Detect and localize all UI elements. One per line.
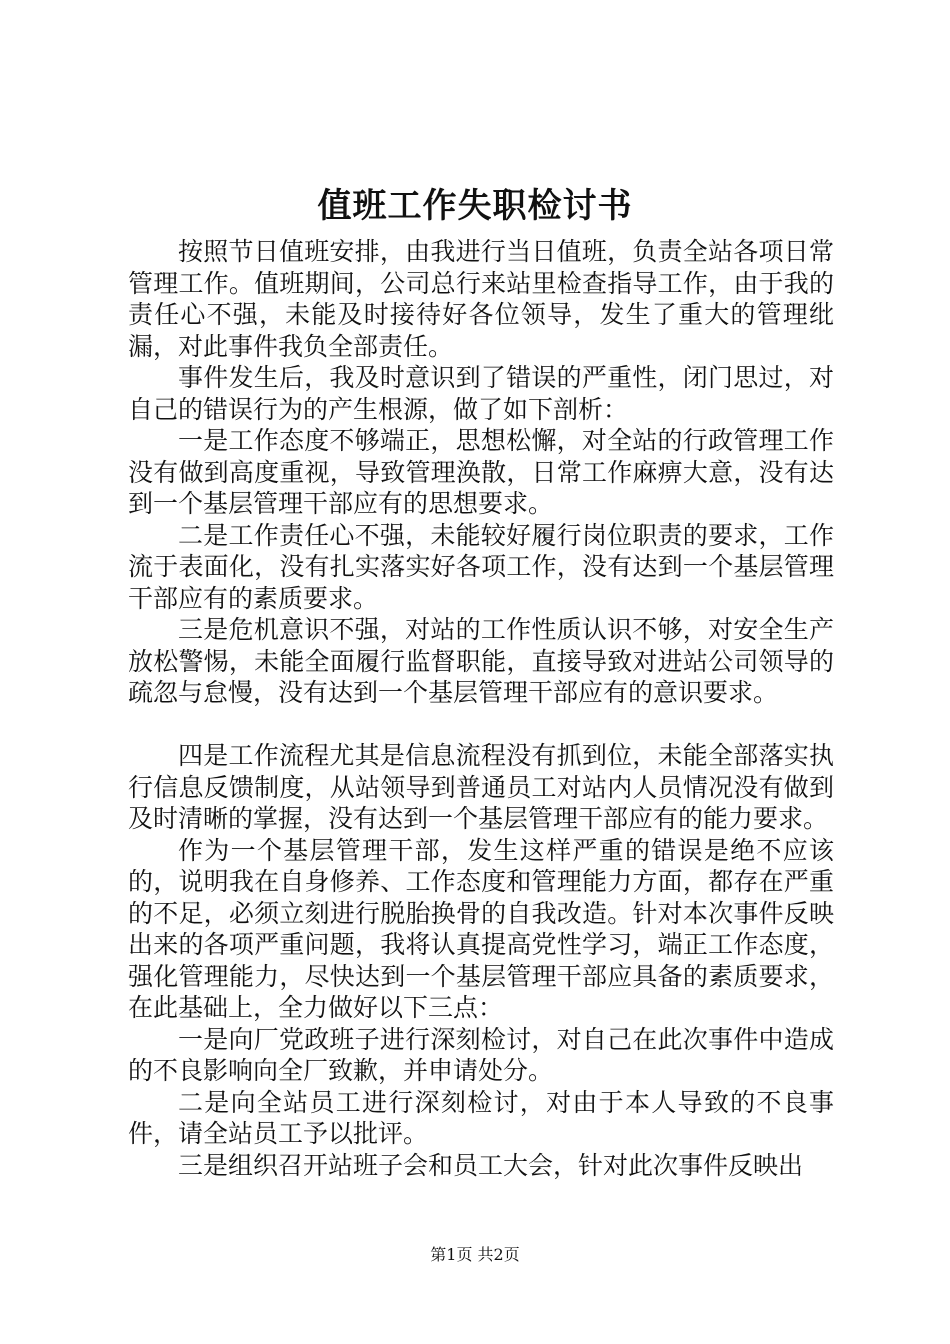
paragraph-7: 作为一个基层管理干部，发生这样严重的错误是绝不应该的，说明我在自身修养、工作态度和管理能力方面，都存在严重的不足，必须立刻进行脱胎换骨的自我改造。针对本次事件反映出来的各项严重问题，我将认真提高党性学习，端正工作态度，强化管理能力，尽快达到一个基层管理干部应具备的素质要求，在此基础上，全力做好以下三点： xyxy=(128,835,834,1022)
paragraph-10: 三是组织召开站班子会和员工大会，针对此次事件反映出 xyxy=(178,1150,804,1180)
paragraph-9: 二是向全站员工进行深刻检讨，对由于本人导致的不良事件，请全站员工予以批评。 xyxy=(128,1087,834,1148)
paragraph-6: 四是工作流程尤其是信息流程没有抓到位，未能全部落实执行信息反馈制度，从站领导到普通员工对站内人员情况没有做到及时清晰的掌握，没有达到一个基层管理干部应有的能力要求。 xyxy=(128,741,834,833)
document-body xyxy=(128,236,834,1181)
paragraph-5: 三是危机意识不强，对站的工作性质认识不够，对安全生产放松警惕，未能全面履行监督职能，直接导致对进站公司领导的疏忽与怠慢，没有达到一个基层管理干部应有的意识要求。 xyxy=(128,615,834,707)
paragraph-3: 一是工作态度不够端正，思想松懈，对全站的行政管理工作没有做到高度重视，导致管理涣散，日常工作麻痹大意，没有达到一个基层管理干部应有的思想要求。 xyxy=(128,426,834,518)
paragraph-1: 按照节日值班安排，由我进行当日值班，负责全站各项日常管理工作。值班期间，公司总行来站里检查指导工作，由于我的责任心不强，未能及时接待好各位领导，发生了重大的管理纰漏，对此事件我负全部责任。 xyxy=(128,237,834,361)
document-title: 值班工作失职检讨书 xyxy=(317,186,633,226)
paragraph-4: 二是工作责任心不强，未能较好履行岗位职责的要求，工作流于表面化，没有扎实落实好各项工作，没有达到一个基层管理干部应有的素质要求。 xyxy=(128,520,834,613)
page-number: 第1页 共2页 xyxy=(430,1245,520,1264)
paragraph-8: 一是向厂党政班子进行深刻检讨，对自己在此次事件中造成的不良影响向全厂致歉，并申请处分。 xyxy=(128,1024,834,1085)
paragraph-2: 事件发生后，我及时意识到了错误的严重性，闭门思过，对自己的错误行为的产生根源，做了如下剖析： xyxy=(128,363,834,424)
